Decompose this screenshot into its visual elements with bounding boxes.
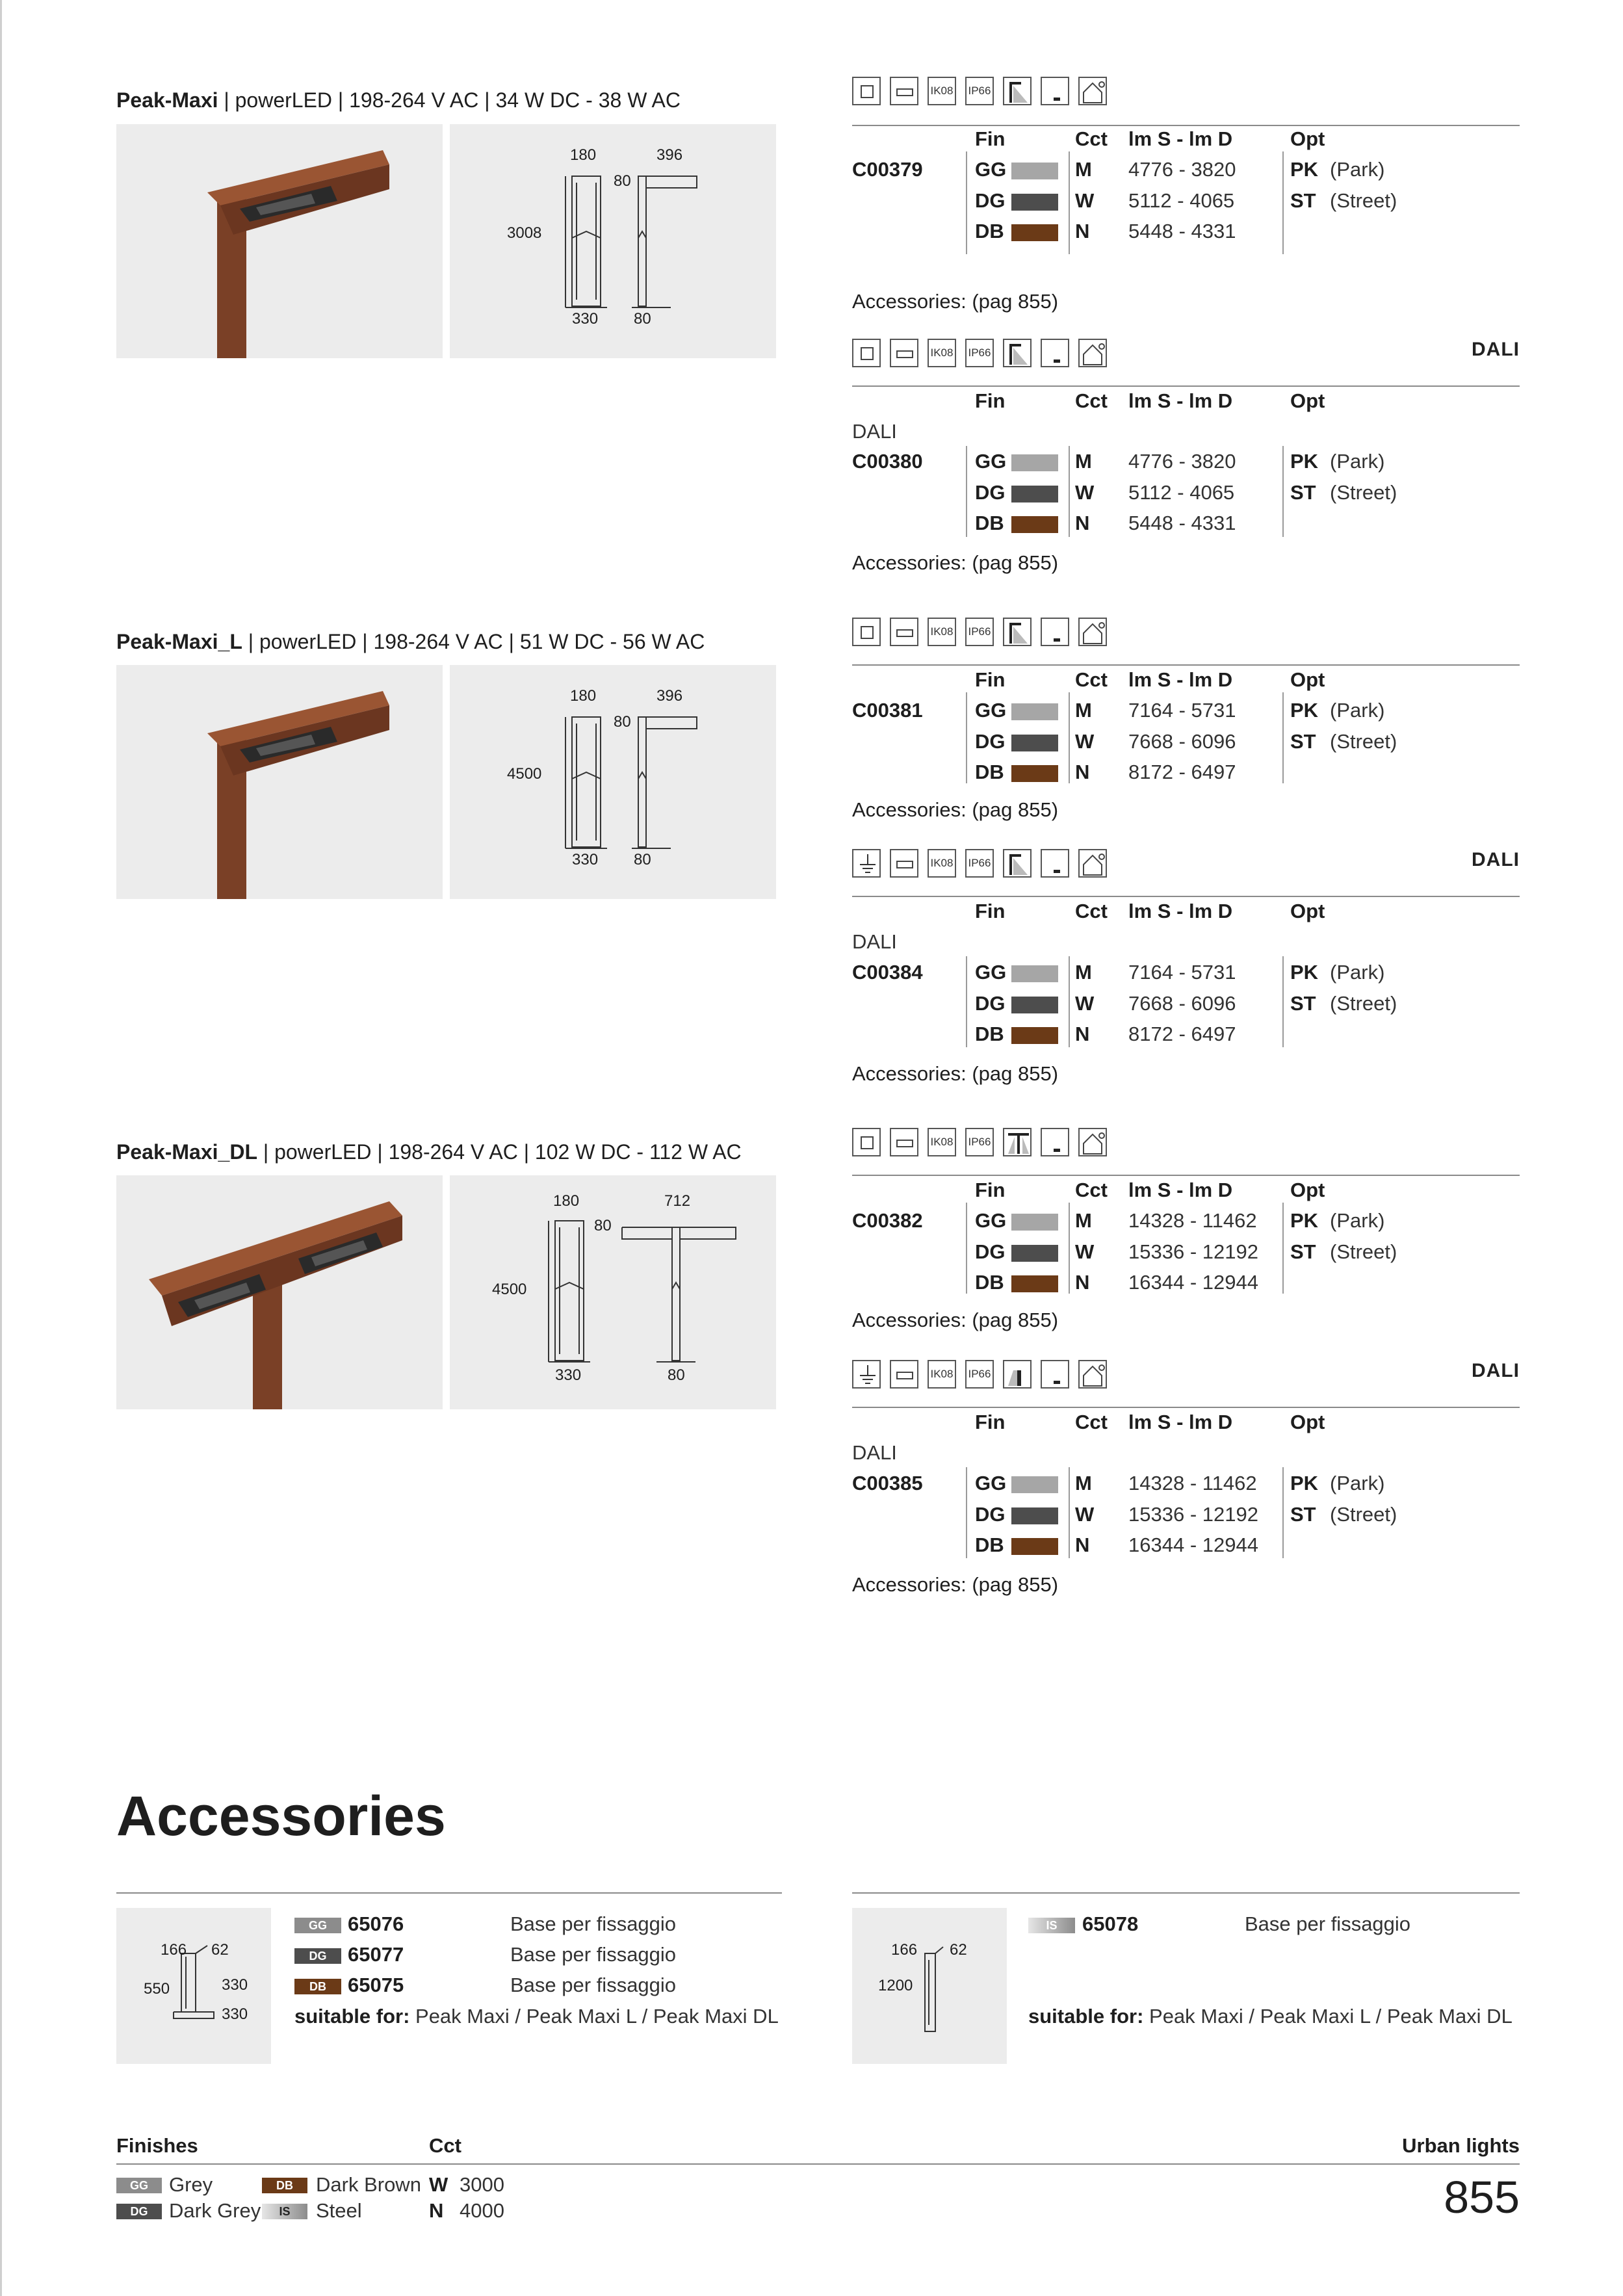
col-sep bbox=[1069, 446, 1070, 537]
earth-ground-icon bbox=[852, 849, 881, 878]
finish-swatch bbox=[1011, 997, 1058, 1013]
finish-badge: IS bbox=[262, 2204, 307, 2219]
col-fin: Fin bbox=[975, 1411, 1006, 1433]
accessories-ref[interactable]: Accessories: (pag 855) bbox=[852, 798, 1059, 821]
ground-mount-icon bbox=[1041, 339, 1069, 367]
fin-code: DG bbox=[975, 1240, 1006, 1263]
light-distribution-icon bbox=[1003, 339, 1032, 367]
fin-code: DB bbox=[975, 1533, 1004, 1556]
ip-rating-icon: IP66 bbox=[965, 1360, 994, 1389]
dali-tag: DALI bbox=[1472, 1360, 1520, 1381]
product-code: C00384 bbox=[852, 961, 923, 984]
opt-code: PK bbox=[1290, 158, 1319, 181]
cct-code: N bbox=[1075, 761, 1090, 783]
col-opt: Opt bbox=[1290, 668, 1325, 691]
col-sep bbox=[1069, 1467, 1070, 1558]
cct-value: 3000 bbox=[460, 2173, 504, 2196]
cct-code: W bbox=[1075, 730, 1095, 753]
col-cct: Cct bbox=[1075, 1411, 1108, 1433]
finish-swatch bbox=[1011, 1507, 1058, 1524]
opt-code: ST bbox=[1290, 730, 1316, 753]
outdoor-icon bbox=[1078, 618, 1107, 646]
lumen-value: 4776 - 3820 bbox=[1128, 450, 1236, 473]
dimension-drawing bbox=[450, 124, 776, 358]
fin-code: DG bbox=[975, 992, 1006, 1015]
col-fin: Fin bbox=[975, 127, 1006, 150]
finish-swatch bbox=[1011, 1275, 1058, 1292]
ik-rating-icon: IK08 bbox=[928, 849, 956, 878]
finish-swatch bbox=[1011, 1476, 1058, 1493]
cct-value: 4000 bbox=[460, 2199, 504, 2222]
col-sep bbox=[966, 1467, 967, 1558]
ik-rating-icon: IK08 bbox=[928, 618, 956, 646]
col-opt: Opt bbox=[1290, 389, 1325, 412]
accessory-desc: Base per fissaggio bbox=[510, 1912, 677, 1935]
divider bbox=[852, 1892, 1520, 1894]
outdoor-icon bbox=[1078, 1360, 1107, 1389]
cct-code: N bbox=[1075, 220, 1090, 242]
accessories-ref[interactable]: Accessories: (pag 855) bbox=[852, 1309, 1059, 1331]
dali-prefix: DALI bbox=[852, 420, 897, 443]
product-photo bbox=[116, 124, 443, 358]
product-code: C00381 bbox=[852, 699, 923, 722]
ip-rating-icon: IP66 bbox=[965, 1128, 994, 1156]
accessory-code: 65075 bbox=[348, 1974, 404, 1996]
outdoor-icon bbox=[1078, 1128, 1107, 1156]
col-opt: Opt bbox=[1290, 1411, 1325, 1433]
double-distribution-icon bbox=[1003, 1128, 1032, 1156]
divider bbox=[852, 385, 1520, 387]
product-title bbox=[116, 1139, 742, 1165]
ip-rating-icon: IP66 bbox=[965, 339, 994, 367]
cct-label: Cct bbox=[429, 2134, 461, 2157]
dim-base: 330 bbox=[555, 1366, 582, 1384]
outdoor-icon bbox=[1078, 339, 1107, 367]
suitable-label: suitable for: bbox=[1028, 2005, 1144, 2028]
product-spec: | powerLED | 198-264 V AC | 34 W DC - 38 W AC bbox=[218, 88, 681, 112]
ip-rating-icon: IP66 bbox=[965, 77, 994, 105]
col-sep bbox=[1069, 1203, 1070, 1294]
fin-code: DG bbox=[975, 730, 1006, 753]
product-title bbox=[116, 629, 705, 655]
opt-code: PK bbox=[1290, 699, 1319, 722]
light-distribution-icon bbox=[1003, 77, 1032, 105]
flat-glass-icon bbox=[890, 77, 918, 105]
col-opt: Opt bbox=[1290, 1179, 1325, 1201]
lumen-value: 4776 - 3820 bbox=[1128, 158, 1236, 181]
col-sep bbox=[966, 956, 967, 1047]
accessory-desc: Base per fissaggio bbox=[510, 1974, 677, 1996]
product-photo bbox=[116, 1175, 443, 1409]
col-sep bbox=[966, 151, 967, 254]
fin-code: GG bbox=[975, 1472, 1007, 1494]
outdoor-icon bbox=[1078, 77, 1107, 105]
accessories-ref[interactable]: Accessories: (pag 855) bbox=[852, 1062, 1059, 1085]
opt-desc: (Street) bbox=[1330, 1503, 1397, 1526]
ground-mount-icon bbox=[1041, 849, 1069, 878]
opt-desc: (Park) bbox=[1330, 699, 1385, 722]
col-fin: Fin bbox=[975, 1179, 1006, 1201]
col-cct: Cct bbox=[1075, 668, 1108, 691]
dim-base-arm: 80 bbox=[634, 851, 651, 868]
dim-a: 166 bbox=[891, 1941, 918, 1959]
col-sep bbox=[966, 446, 967, 537]
opt-desc: (Street) bbox=[1330, 481, 1397, 504]
light-distribution-icon bbox=[1003, 849, 1032, 878]
finish-name: Steel bbox=[316, 2199, 362, 2222]
divider bbox=[852, 125, 1520, 126]
base-drawing bbox=[116, 1908, 271, 2064]
dimension-drawing bbox=[450, 665, 776, 899]
cct-code: W bbox=[1075, 189, 1095, 212]
flat-glass-icon bbox=[890, 618, 918, 646]
flat-glass-icon bbox=[890, 849, 918, 878]
col-sep bbox=[1069, 956, 1070, 1047]
opt-desc: (Park) bbox=[1330, 961, 1385, 984]
product-name: Peak-Maxi_L bbox=[116, 630, 242, 653]
ground-mount-icon bbox=[1041, 1128, 1069, 1156]
dim-top-width: 180 bbox=[570, 146, 597, 164]
dim-depth: 712 bbox=[664, 1192, 691, 1210]
earth-ground-icon bbox=[852, 1360, 881, 1389]
product-photo bbox=[116, 665, 443, 899]
cct-code: M bbox=[1075, 699, 1092, 722]
product-title bbox=[116, 87, 681, 113]
fin-code: GG bbox=[975, 961, 1007, 984]
divider bbox=[852, 664, 1520, 666]
class-ii-icon bbox=[852, 1128, 881, 1156]
finishes-label: Finishes bbox=[116, 2134, 198, 2157]
opt-code: ST bbox=[1290, 1240, 1316, 1263]
opt-code: PK bbox=[1290, 1472, 1319, 1494]
dim-a: 166 bbox=[161, 1941, 187, 1959]
cct-code: M bbox=[1075, 961, 1092, 984]
fin-code: GG bbox=[975, 158, 1007, 181]
suitable-label: suitable for: bbox=[294, 2005, 410, 2028]
accessories-ref[interactable]: Accessories: (pag 855) bbox=[852, 551, 1059, 574]
accessory-code: 65076 bbox=[348, 1912, 404, 1935]
lumen-value: 8172 - 6497 bbox=[1128, 761, 1236, 783]
lumen-value: 5112 - 4065 bbox=[1128, 481, 1235, 504]
opt-desc: (Street) bbox=[1330, 189, 1397, 212]
finish-swatch bbox=[1011, 194, 1058, 211]
lumen-value: 15336 - 12192 bbox=[1128, 1240, 1258, 1263]
finish-swatch bbox=[1011, 703, 1058, 720]
finish-swatch bbox=[1011, 735, 1058, 751]
opt-code: ST bbox=[1290, 189, 1316, 212]
col-fin: Fin bbox=[975, 668, 1006, 691]
lumen-value: 14328 - 11462 bbox=[1128, 1472, 1257, 1494]
divider bbox=[852, 1407, 1520, 1408]
col-sep bbox=[1069, 692, 1070, 783]
product-code: C00379 bbox=[852, 158, 923, 181]
lumen-value: 7668 - 6096 bbox=[1128, 992, 1236, 1015]
cct-code: M bbox=[1075, 450, 1092, 473]
outdoor-icon bbox=[1078, 849, 1107, 878]
dim-c: 550 bbox=[144, 1980, 170, 1998]
fin-code: DG bbox=[975, 189, 1006, 212]
product-code: C00385 bbox=[852, 1472, 923, 1494]
cct-code: M bbox=[1075, 1472, 1092, 1494]
finish-name: Dark Grey bbox=[169, 2199, 261, 2222]
finish-badge: DG bbox=[116, 2204, 162, 2219]
ik-rating-icon: IK08 bbox=[928, 1128, 956, 1156]
opt-code: ST bbox=[1290, 481, 1316, 504]
dim-base: 330 bbox=[572, 310, 599, 328]
section-name: Urban lights bbox=[1402, 2134, 1520, 2157]
finish-badge: DB bbox=[294, 1979, 341, 1994]
dim-base: 330 bbox=[572, 851, 599, 868]
fin-code: DB bbox=[975, 512, 1004, 534]
col-cct: Cct bbox=[1075, 900, 1108, 922]
dim-depth: 396 bbox=[656, 687, 683, 705]
cct-code: N bbox=[1075, 1271, 1090, 1294]
finish-swatch bbox=[1011, 965, 1058, 982]
col-lm: lm S - lm D bbox=[1128, 1179, 1233, 1201]
col-sep bbox=[1282, 446, 1284, 537]
dim-b: 62 bbox=[211, 1941, 229, 1959]
cct-code: W bbox=[429, 2173, 448, 2196]
fin-code: GG bbox=[975, 450, 1007, 473]
col-sep bbox=[1282, 1467, 1284, 1558]
cct-code: M bbox=[1075, 158, 1092, 181]
cct-code: W bbox=[1075, 481, 1095, 504]
product-spec: | powerLED | 198-264 V AC | 51 W DC - 56 W AC bbox=[242, 630, 705, 653]
ik-rating-icon: IK08 bbox=[928, 1360, 956, 1389]
dim-top-width: 180 bbox=[553, 1192, 580, 1210]
finish-badge: DG bbox=[294, 1948, 341, 1964]
col-sep bbox=[966, 1203, 967, 1294]
dali-tag: DALI bbox=[1472, 849, 1520, 870]
footer-divider bbox=[116, 2163, 1520, 2165]
fin-code: GG bbox=[975, 1209, 1007, 1232]
fin-code: DB bbox=[975, 220, 1004, 242]
col-opt: Opt bbox=[1290, 900, 1325, 922]
finish-swatch bbox=[1011, 224, 1058, 241]
ground-mount-icon bbox=[1041, 1360, 1069, 1389]
lumen-value: 16344 - 12944 bbox=[1128, 1271, 1258, 1294]
dim-e: 330 bbox=[222, 2005, 248, 2023]
divider bbox=[116, 1892, 782, 1894]
opt-code: PK bbox=[1290, 961, 1319, 984]
cct-code: N bbox=[429, 2199, 444, 2222]
finish-name: Dark Brown bbox=[316, 2173, 421, 2196]
accessory-desc: Base per fissaggio bbox=[1245, 1912, 1411, 1935]
col-lm: lm S - lm D bbox=[1128, 900, 1233, 922]
opt-desc: (Park) bbox=[1330, 450, 1385, 473]
lumen-value: 5448 - 4331 bbox=[1128, 220, 1236, 242]
dim-d: 330 bbox=[222, 1976, 248, 1994]
opt-desc: (Park) bbox=[1330, 1209, 1385, 1232]
opt-code: PK bbox=[1290, 1209, 1319, 1232]
fin-code: DG bbox=[975, 1503, 1006, 1526]
dim-c: 1200 bbox=[878, 1977, 913, 1994]
dim-base-arm: 80 bbox=[668, 1366, 685, 1384]
page-number: 855 bbox=[1444, 2172, 1520, 2223]
accessories-ref[interactable]: Accessories: (pag 855) bbox=[852, 1573, 1059, 1596]
opt-desc: (Street) bbox=[1330, 1240, 1397, 1263]
accessory-desc: Base per fissaggio bbox=[510, 1943, 677, 1966]
dim-depth: 396 bbox=[656, 146, 683, 164]
finish-name: Grey bbox=[169, 2173, 213, 2196]
flat-glass-icon bbox=[890, 1128, 918, 1156]
dim-arm: 80 bbox=[594, 1217, 612, 1234]
dim-b: 62 bbox=[950, 1941, 967, 1959]
finish-badge: IS bbox=[1028, 1918, 1075, 1933]
cct-code: W bbox=[1075, 992, 1095, 1015]
finish-swatch bbox=[1011, 516, 1058, 533]
dim-arm: 80 bbox=[614, 172, 631, 190]
ground-mount-icon bbox=[1041, 618, 1069, 646]
class-ii-icon bbox=[852, 77, 881, 105]
dim-height: 4500 bbox=[507, 765, 542, 783]
lumen-value: 8172 - 6497 bbox=[1128, 1023, 1236, 1045]
dim-arm: 80 bbox=[614, 713, 631, 731]
finish-swatch bbox=[1011, 486, 1058, 502]
suitable-for bbox=[1028, 2005, 1513, 2028]
finish-swatch bbox=[1011, 1027, 1058, 1044]
col-fin: Fin bbox=[975, 389, 1006, 412]
cct-code: N bbox=[1075, 1533, 1090, 1556]
accessories-title: Accessories bbox=[116, 1785, 446, 1847]
cct-code: N bbox=[1075, 1023, 1090, 1045]
opt-desc: (Park) bbox=[1330, 158, 1385, 181]
flat-glass-icon bbox=[890, 1360, 918, 1389]
finish-swatch bbox=[1011, 454, 1058, 471]
divider bbox=[852, 896, 1520, 897]
product-name: Peak-Maxi bbox=[116, 88, 218, 112]
suitable-text: Peak Maxi / Peak Maxi L / Peak Maxi DL bbox=[1143, 2005, 1513, 2028]
lumen-value: 15336 - 12192 bbox=[1128, 1503, 1258, 1526]
product-code: C00382 bbox=[852, 1209, 923, 1232]
col-lm: lm S - lm D bbox=[1128, 668, 1233, 691]
col-fin: Fin bbox=[975, 900, 1006, 922]
opt-desc: (Street) bbox=[1330, 730, 1397, 753]
divider bbox=[852, 1175, 1520, 1176]
accessory-code: 65078 bbox=[1082, 1912, 1139, 1935]
dim-height: 3008 bbox=[507, 224, 542, 242]
lumen-value: 5112 - 4065 bbox=[1128, 189, 1235, 212]
dim-height: 4500 bbox=[492, 1281, 527, 1298]
finish-swatch bbox=[1011, 1214, 1058, 1231]
ik-rating-icon: IK08 bbox=[928, 77, 956, 105]
fin-code: DG bbox=[975, 481, 1006, 504]
opt-code: ST bbox=[1290, 1503, 1316, 1526]
lumen-value: 7164 - 5731 bbox=[1128, 699, 1236, 722]
product-code: C00380 bbox=[852, 450, 923, 473]
product-name: Peak-Maxi_DL bbox=[116, 1140, 257, 1164]
col-cct: Cct bbox=[1075, 127, 1108, 150]
cct-code: M bbox=[1075, 1209, 1092, 1232]
cct-code: N bbox=[1075, 512, 1090, 534]
col-sep bbox=[1282, 956, 1284, 1047]
opt-desc: (Street) bbox=[1330, 992, 1397, 1015]
col-sep bbox=[1069, 151, 1070, 254]
accessories-ref[interactable]: Accessories: (pag 855) bbox=[852, 290, 1059, 313]
col-cct: Cct bbox=[1075, 1179, 1108, 1201]
class-ii-icon bbox=[852, 618, 881, 646]
opt-code: PK bbox=[1290, 450, 1319, 473]
col-sep bbox=[1282, 1203, 1284, 1294]
finish-badge: GG bbox=[116, 2178, 162, 2193]
ik-rating-icon: IK08 bbox=[928, 339, 956, 367]
lumen-value: 7164 - 5731 bbox=[1128, 961, 1236, 984]
suitable-for bbox=[294, 2005, 779, 2028]
lumen-value: 14328 - 11462 bbox=[1128, 1209, 1257, 1232]
dimension-drawing bbox=[450, 1175, 776, 1409]
finish-swatch bbox=[1011, 1538, 1058, 1555]
fin-code: DB bbox=[975, 1023, 1004, 1045]
col-lm: lm S - lm D bbox=[1128, 127, 1233, 150]
opt-code: ST bbox=[1290, 992, 1316, 1015]
col-lm: lm S - lm D bbox=[1128, 1411, 1233, 1433]
light-distribution-icon bbox=[1003, 618, 1032, 646]
lumen-value: 5448 - 4331 bbox=[1128, 512, 1236, 534]
dali-prefix: DALI bbox=[852, 930, 897, 953]
dim-top-width: 180 bbox=[570, 687, 597, 705]
suitable-text: Peak Maxi / Peak Maxi L / Peak Maxi DL bbox=[409, 2005, 779, 2028]
accessory-code: 65077 bbox=[348, 1943, 404, 1966]
finish-badge: GG bbox=[294, 1918, 341, 1933]
class-ii-icon bbox=[852, 339, 881, 367]
dali-prefix: DALI bbox=[852, 1441, 897, 1464]
fin-code: DB bbox=[975, 761, 1004, 783]
col-sep bbox=[966, 692, 967, 783]
product-spec: | powerLED | 198-264 V AC | 102 W DC - 112 W AC bbox=[257, 1140, 742, 1164]
col-cct: Cct bbox=[1075, 389, 1108, 412]
col-opt: Opt bbox=[1290, 127, 1325, 150]
ground-mount-icon bbox=[1041, 77, 1069, 105]
finish-swatch bbox=[1011, 765, 1058, 782]
col-sep bbox=[1282, 692, 1284, 783]
page-left-rule bbox=[0, 0, 2, 2296]
finish-swatch bbox=[1011, 163, 1058, 179]
cct-code: W bbox=[1075, 1503, 1095, 1526]
dim-base-arm: 80 bbox=[634, 310, 651, 328]
fin-code: GG bbox=[975, 699, 1007, 722]
cct-code: W bbox=[1075, 1240, 1095, 1263]
ip-rating-icon: IP66 bbox=[965, 849, 994, 878]
flat-glass-icon bbox=[890, 339, 918, 367]
finish-badge: DB bbox=[262, 2178, 307, 2193]
col-lm: lm S - lm D bbox=[1128, 389, 1233, 412]
col-sep bbox=[1282, 151, 1284, 254]
finish-swatch bbox=[1011, 1245, 1058, 1262]
dali-tag: DALI bbox=[1472, 339, 1520, 360]
fin-code: DB bbox=[975, 1271, 1004, 1294]
opt-desc: (Park) bbox=[1330, 1472, 1385, 1494]
base-drawing bbox=[852, 1908, 1007, 2064]
ip-rating-icon: IP66 bbox=[965, 618, 994, 646]
lumen-value: 16344 - 12944 bbox=[1128, 1533, 1258, 1556]
column-distribution-icon bbox=[1003, 1360, 1032, 1389]
lumen-value: 7668 - 6096 bbox=[1128, 730, 1236, 753]
